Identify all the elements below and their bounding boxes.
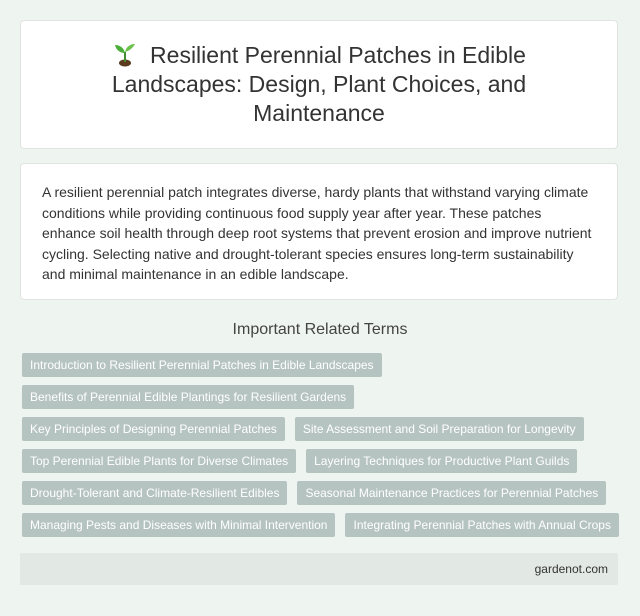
intro-card xyxy=(20,163,618,300)
term-tag[interactable]: Drought-Tolerant and Climate-Resilient Edibles xyxy=(22,481,287,505)
term-tag[interactable]: Integrating Perennial Patches with Annual Crops xyxy=(345,513,619,537)
related-terms-heading: Important Related Terms xyxy=(232,321,408,338)
tag-row xyxy=(22,417,620,449)
sprout-icon xyxy=(112,41,138,67)
page-title xyxy=(99,41,539,128)
tag-row xyxy=(22,385,620,417)
term-tag[interactable]: Managing Pests and Diseases with Minimal Intervention xyxy=(22,513,335,537)
footer-site-link[interactable]: gardenot.com xyxy=(534,562,608,576)
term-tag[interactable]: Seasonal Maintenance Practices for Perennial Patches xyxy=(297,481,606,505)
title-card xyxy=(20,20,618,149)
term-tag[interactable]: Site Assessment and Soil Preparation for Longevity xyxy=(295,417,584,441)
term-tag[interactable]: Key Principles of Designing Perennial Patches xyxy=(22,417,285,441)
tag-row xyxy=(22,481,620,513)
tag-row xyxy=(22,513,620,545)
term-tag[interactable]: Introduction to Resilient Perennial Patches in Edible Landscapes xyxy=(22,353,382,377)
tag-row xyxy=(22,353,620,385)
term-tag[interactable]: Layering Techniques for Productive Plant Guilds xyxy=(306,449,577,473)
term-tag[interactable]: Top Perennial Edible Plants for Diverse Climates xyxy=(22,449,296,473)
term-tag[interactable]: Benefits of Perennial Edible Plantings for Resilient Gardens xyxy=(22,385,354,409)
title-text: Resilient Perennial Patches in Edible Landscapes: Design, Plant Choices, and Maintenance xyxy=(111,42,527,126)
footer xyxy=(20,553,618,585)
related-terms-list xyxy=(22,353,620,545)
intro-paragraph: A resilient perennial patch integrates diverse, hardy plants that withstand varying climate conditions while providing continuous food supply year after year. These patches enhance soil health through deep root systems that prevent erosion and improve nutrient cycling. Selecting native and drought-tolerant species ensures long-term sustainability and minimal maintenance in an edible landscape. xyxy=(42,184,592,282)
tag-row xyxy=(22,449,620,481)
